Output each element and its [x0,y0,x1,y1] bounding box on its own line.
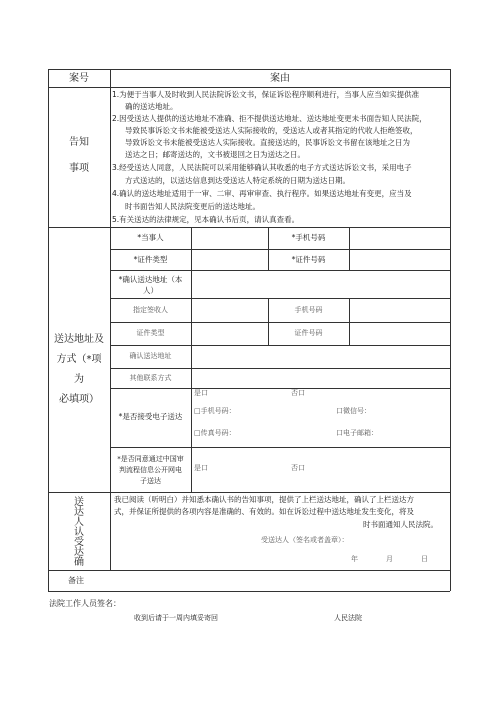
address-section-label: 送达地址及 方式（*项 为 必填项） [54,334,104,405]
grid-line [110,388,450,389]
designee-address-field[interactable] [192,346,449,367]
recipient-signature-field[interactable] [366,533,446,547]
e-service-no-checkbox[interactable]: 否口 [291,389,305,397]
grid-line [48,69,450,70]
platform-service-label: *是否同意通过中国审 判流程信息公开网电 子送达 [117,455,184,485]
grid-line [48,87,450,88]
case-cause-label: 案由 [270,73,290,84]
designee-field[interactable] [192,299,267,321]
e-service-email-option[interactable]: 口电子邮箱： [336,429,378,437]
confirmation-label: 送 达 人 认 受 达 确 [74,497,84,568]
grid-line [450,69,451,591]
confirmation-text: 我已阅读（听明白）并知悉本确认书的告知事项，提供了上栏送达地址，确认了上栏送达方 [114,495,414,504]
designee-id-number-field[interactable] [350,323,449,344]
e-service-fax-option[interactable]: □传真号码： [194,429,236,437]
remarks-field[interactable] [111,571,449,590]
notice-label: 告知 [69,137,89,148]
notice-item: 4.确认的送达地址适用于一审、二审、再审审查、执行程序。如果送达地址有变更，应当及 [112,189,412,198]
confirm-address-field[interactable] [192,271,449,298]
grid-line [268,298,269,345]
e-service-label: *是否接受电子送达 [118,412,183,421]
grid-line [110,447,450,448]
return-note: 收到后请于一周内填妥寄回 [134,614,218,622]
designee-mobile-label: 手机号码 [294,306,323,314]
other-contact-field[interactable] [192,369,449,387]
court-name: 人民法院 [334,614,362,622]
notice-item: 2.因受送达人提供的送达地址不准确、拒不提供送达地址、送达地址变更未书面告知人民法院， [112,114,427,123]
e-service-wechat-option[interactable]: 口微信号： [336,407,371,415]
notice-item: 方式送达的，以送达信息到达受送达人特定系统的日期为送达日期。 [125,176,350,185]
grid-line [110,69,111,570]
notice-item: 时书面告知人民法院变更后的送达地址。 [125,202,260,211]
notice-item: 导致诉讼文书未能被受送达人实际接收。直接送达的，民事诉讼文书留在该地址之日为 [125,138,410,147]
platform-yes-checkbox[interactable]: 是口 [194,464,208,472]
id-type-label: *证件类型 [133,255,168,264]
party-label: *当事人 [137,233,164,242]
e-service-yes-checkbox[interactable]: 是口 [194,389,208,397]
designee-id-number-label: 证件号码 [294,329,323,337]
case-number-label: 案号 [69,73,89,84]
notice-item: 5.有关送达的法律规定，见本确认书后页，请认真查看。 [112,215,300,224]
e-service-mobile-option[interactable]: □手机号码： [194,407,236,415]
id-number-field[interactable] [350,250,449,270]
designee-id-type-label: 证件类型 [136,329,165,337]
other-contact-label: 其他联系方式 [129,374,172,382]
recipient-signature-label: 受送达人（签名或者盖章）： [261,536,349,544]
id-type-field[interactable] [192,250,267,270]
grid-line [48,492,450,493]
notice-item: 3.经受送达人同意，人民法院可以采用能够确认其收悉的电子方式送达诉讼文书，采用电子 [112,163,412,172]
notice-label: 事项 [69,163,89,174]
staff-signature-label: 法院工作人员签名： [49,599,121,608]
notice-item: 确的送达地址。 [125,102,178,111]
mobile-label: *手机号码 [291,233,326,242]
notice-item: 导致民事诉讼文书未能被受送达人实际接收的，受送达人或者其指定的代收人拒绝签收， [125,126,418,135]
designee-label: 指定签收人 [133,306,168,314]
notice-item: 1.为便于当事人及时收到人民法院诉讼文书，保证诉讼程序顺利进行，当事人应当如实提供准 [112,90,420,99]
id-number-label: *证件号码 [291,255,326,264]
confirmation-text: 时书面通知人民法院。 [363,520,438,529]
remarks-label: 备注 [68,576,84,585]
designee-mobile-field[interactable] [350,299,449,321]
date-month-label: 月 [386,555,393,563]
date-year-label: 年 [351,555,358,563]
party-field[interactable] [192,228,267,248]
mobile-field[interactable] [350,228,449,248]
designee-address-label: 确认送达地址 [129,352,172,360]
grid-line [48,591,450,592]
confirmation-text: 式，并保证所提供的各项内容是准确的、有效的。如在诉讼过程中送达地址发生变化，将及 [114,507,414,516]
platform-no-checkbox[interactable]: 否口 [291,464,305,472]
confirm-address-label: *确认送达地址（本 人） [118,275,183,295]
designee-id-type-field[interactable] [192,323,267,344]
date-day-label: 日 [421,555,428,563]
notice-item: 送达之日；邮寄送达的，文书被退回之日为送达之日。 [125,150,305,159]
